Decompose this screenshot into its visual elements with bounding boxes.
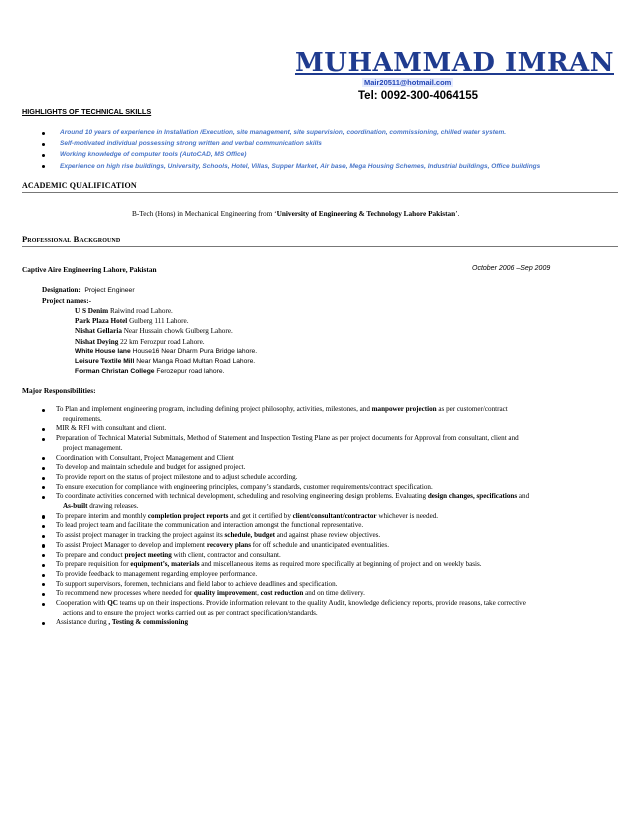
project-location: Raiwind road Lahore. [108,307,173,315]
responsibility-text: requirements. [63,414,102,423]
responsibility-item [42,599,620,618]
responsibility-text: To prepare interim and monthly [56,511,148,520]
project-location: Gulberg 111 Lahore. [127,317,189,326]
highlight-item: Self-motivated individual possessing strong written and verbal communication skills [42,138,540,149]
responsibility-emphasis: As-built [63,502,88,511]
project-item [75,357,257,367]
responsibility-text: actions and to ensure the project works carried out as per contract specification/standards. [63,608,318,617]
responsibility-emphasis: recovery plans [206,540,252,549]
responsibility-emphasis: quality improvemen [193,589,256,598]
responsibility-text: To coordinate activities concerned with technical development, scheduling and resolving engineering design problems. Evaluating [56,492,428,501]
responsibility-text: t, [255,589,261,598]
responsibility-text: To provide feedback to management regarding employee performance. [56,569,258,578]
responsibility-text: and on time delivery. [303,589,365,598]
responsibility-text: To support supervisors, foremen, technicians and field labor to achieve deadlines and specification. [56,579,338,588]
responsibility-item [42,521,620,531]
highlight-item: Working knowledge of computer tools (AutoCAD, MS Office) [42,149,540,160]
responsibility-text: Cooperation with [56,599,108,608]
project-name: Forman Christan College [75,368,155,376]
project-name: Nishat Gellaria [75,327,122,336]
responsibility-text: as per customer/contract [436,405,508,413]
academic-heading: ACADEMIC QUALIFICATION [22,181,137,190]
company-name: Captive Aire Engineering Lahore, Pakistan [22,265,157,274]
responsibility-emphasis: , Testing & commissioning [108,618,189,627]
project-item [75,316,257,326]
responsibility-text: whichever is needed. [376,511,439,520]
responsibility-text: To assist Project Manager to develop and implement [56,540,207,549]
responsibility-continuation [56,502,620,512]
responsibility-item [42,405,620,424]
responsibility-emphasis: design changes, specifications [427,492,518,501]
designation-label: Designation: [42,286,81,294]
project-location: 22 km Ferozpur road Lahore. [118,337,205,346]
responsibility-text: To develop and maintain schedule and budget for assigned project. [56,463,246,472]
responsibility-emphasis: schedule, budget [224,531,275,540]
responsibility-text: project management. [63,443,123,452]
degree-suffix: ’. [455,209,460,218]
responsibility-continuation [56,444,620,454]
employment-dates: October 2006 –Sep 2009 [472,265,551,272]
highlights-heading: HIGHLIGHTS OF TECHNICAL SKILLS [22,107,152,116]
responsibility-text: and against phase review objectives. [274,531,381,540]
designation-line [42,286,135,294]
responsibility-text: To prepare and conduct [56,550,125,559]
responsibility-item [42,454,620,464]
responsibility-text: To prepare requisition for [56,560,131,569]
responsibility-item [42,541,620,551]
project-name: Nishat Deying [75,337,119,346]
project-item [75,326,257,336]
responsibility-item [42,463,620,473]
responsibility-item [42,492,620,511]
email-link[interactable]: Mair20511@hotmail.com [364,78,452,87]
degree-line [132,209,460,218]
responsibility-item [42,570,620,580]
responsibility-text: To lead project team and facilitate the communication and interaction amongst the functional representative. [56,521,364,530]
candidate-name: MUHAMMAD IMRAN [294,48,614,78]
responsibility-text: teams up on their inspections. Provide information relevant to the quality Audit, knowledge deficiency reports, provide reasons, take corrective [117,599,526,608]
highlight-item: Experience on high rise buildings, University, Schools, Hotel, Villas, Supper Market, Air base, Mega Housing Schemes, Industrial buildings, Office buildings [42,161,540,172]
institution-name: University of Engineering & Technology Lahore Pakistan [276,209,456,218]
responsibility-text: To assist project manager in tracking the project against its [56,531,225,540]
responsibility-text: drawing releases. [87,502,139,511]
responsibilities-list [42,405,620,628]
section-divider [22,192,618,193]
responsibility-item [42,434,620,453]
responsibility-text: To Plan and implement engineering program, including defining project philosophy, activities, milestones, and [56,405,372,413]
responsibility-item [42,618,620,628]
highlight-item: Around 10 years of experience in Installation /Execution, site management, site supervision, coordination, commissioning, chilled water system. [42,127,540,138]
highlights-list [42,127,540,172]
responsibility-text: Assistance during [56,618,109,627]
responsibility-item [42,531,620,541]
project-location: Near Manga Road Multan Road Lahore. [134,357,256,365]
responsibility-text: To recommend new processes where needed for [56,589,194,598]
responsibility-item [42,551,620,561]
responsibility-item [42,512,620,522]
responsibility-emphasis: manpower projection [371,405,437,413]
section-divider [22,246,618,247]
project-name: Leisure Textile Mill [75,357,135,365]
responsibility-emphasis: project meeting [124,550,172,559]
responsibility-text: Preparation of Technical Material Submittals, Method of Statement and Inspection Testing Plane as per project documents for Approval from consultant, client and [56,434,519,443]
responsibility-emphasis: client/consultant/contractor [292,511,377,520]
project-name: White House lane [75,347,131,355]
responsibilities-heading: Major Responsibilities: [22,386,96,395]
responsibility-text: for off schedule and unanticipated eventualities. [251,540,389,549]
responsibility-text: MIR & RFI with consultant and client. [56,424,167,433]
responsibility-text: with client, contractor and consultant. [171,550,281,559]
responsibility-item [42,560,620,570]
responsibility-emphasis: completion project reports [147,511,229,520]
responsibility-text: Coordination with Consultant, Project Management and Client [56,453,234,462]
responsibility-text: and get it certified by [228,511,293,520]
responsibility-item [42,483,620,493]
phone-number: Tel: 0092-300-4064155 [358,90,478,102]
project-item [75,306,257,316]
projects-list [75,306,257,377]
responsibility-continuation [56,415,620,425]
designation-value: Project Engineer [84,287,135,294]
responsibility-continuation [56,609,620,619]
responsibility-text: and [517,492,530,501]
responsibility-text: To provide report on the status of project milestone and to adjust schedule according. [56,472,298,481]
project-item [75,337,257,347]
project-item [75,367,257,377]
responsibility-item [42,424,620,434]
responsibility-text: To ensure execution for compliance with engineering principles, company’s standards, customer requirements/contract specification. [56,482,433,491]
project-name: Park Plaza Hotel [75,317,128,326]
responsibility-item [42,473,620,483]
responsibility-emphasis: equipment’s, materials [130,560,200,569]
project-name: U S Denim [75,307,109,315]
project-location: House16 Near Dharm Pura Bridge lahore. [130,347,258,355]
project-location: Ferozepur road lahore. [154,368,225,376]
responsibility-item [42,580,620,590]
degree-prefix: B-Tech (Hons) in Mechanical Engineering from ‘ [132,209,277,218]
project-item [75,347,257,357]
responsibility-item [42,589,620,599]
responsibility-emphasis: QC [107,599,118,608]
professional-heading: Professional Background [22,234,121,244]
projects-label: Project names:- [42,296,92,305]
responsibility-emphasis: cost reduction [260,589,304,598]
responsibility-text: and miscellaneous items as required more specifically at beginning of project and on weekly basis. [199,560,482,569]
project-location: Near Hussain chowk Gulberg Lahore. [121,327,233,336]
